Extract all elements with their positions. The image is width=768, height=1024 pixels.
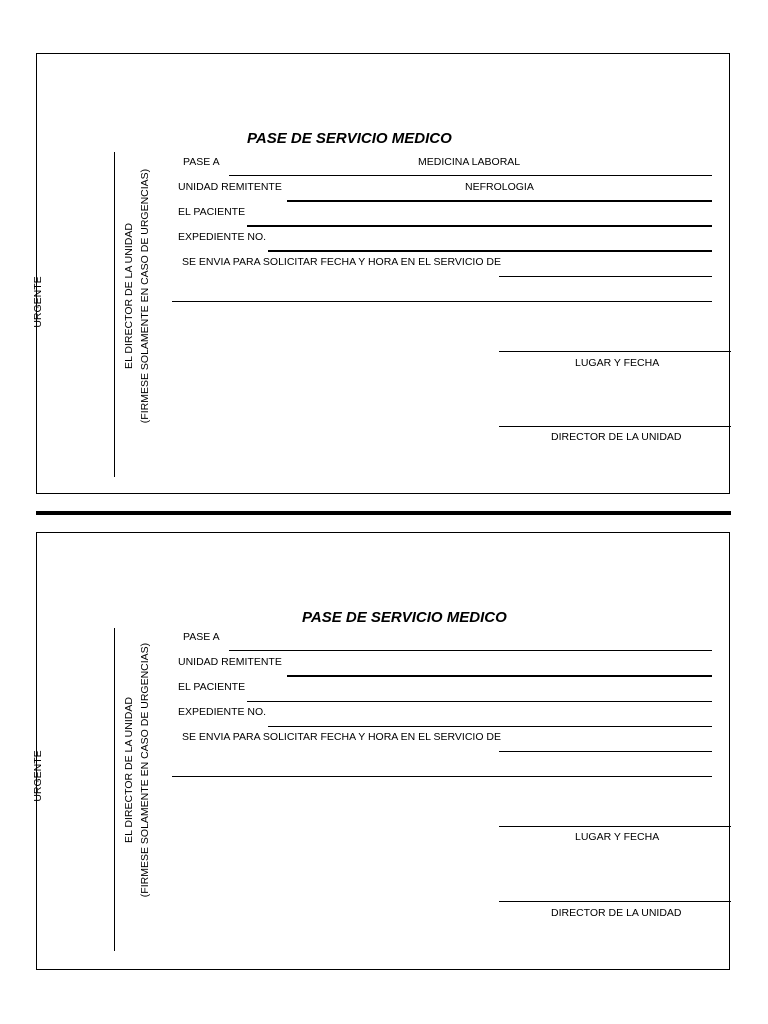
director-unidad-label: DIRECTOR DE LA UNIDAD bbox=[551, 431, 682, 443]
pase-a-line bbox=[229, 650, 712, 651]
lugar-fecha-label: LUGAR Y FECHA bbox=[575, 357, 660, 369]
unidad-remitente-label: UNIDAD REMITENTE bbox=[178, 656, 282, 668]
director-vertical-line2: (FIRMESE SOLAMENTE EN CASO DE URGENCIAS) bbox=[139, 642, 151, 898]
medical-pass-form-1 bbox=[32, 53, 730, 494]
expediente-label: EXPEDIENTE NO. bbox=[178, 706, 267, 718]
lugar-fecha-label: LUGAR Y FECHA bbox=[575, 831, 660, 843]
paciente-label: EL PACIENTE bbox=[178, 681, 246, 693]
unidad-remitente-line bbox=[287, 200, 712, 202]
expediente-line[interactable] bbox=[268, 726, 712, 727]
paciente-label: EL PACIENTE bbox=[178, 206, 246, 218]
form-title: PASE DE SERVICIO MEDICO bbox=[247, 130, 452, 147]
director-vertical-text bbox=[121, 643, 153, 897]
director-vertical-line1: EL DIRECTOR DE LA UNIDAD bbox=[123, 223, 135, 369]
director-unidad-line[interactable] bbox=[499, 426, 731, 427]
paciente-line[interactable] bbox=[247, 225, 712, 227]
servicio-label: SE ENVIA PARA SOLICITAR FECHA Y HORA EN EL SERVICIO DE bbox=[182, 256, 501, 268]
expediente-line[interactable] bbox=[268, 250, 712, 252]
servicio-label: SE ENVIA PARA SOLICITAR FECHA Y HORA EN EL SERVICIO DE bbox=[182, 731, 501, 743]
director-vertical-text bbox=[121, 169, 153, 423]
expediente-label: EXPEDIENTE NO. bbox=[178, 231, 267, 243]
pase-a-label: PASE A bbox=[183, 156, 220, 168]
pase-a-value[interactable]: MEDICINA LABORAL bbox=[418, 156, 521, 168]
paciente-line[interactable] bbox=[247, 701, 712, 702]
form-title: PASE DE SERVICIO MEDICO bbox=[302, 609, 507, 626]
lugar-fecha-line[interactable] bbox=[499, 351, 731, 352]
unidad-remitente-line bbox=[287, 675, 712, 677]
servicio-line-2[interactable] bbox=[172, 301, 712, 302]
director-signature-line bbox=[114, 152, 115, 477]
director-signature-line bbox=[114, 628, 115, 951]
unidad-remitente-value[interactable]: NEFROLOGIA bbox=[465, 181, 534, 193]
medical-pass-form-2 bbox=[32, 532, 730, 970]
servicio-line-2[interactable] bbox=[172, 776, 712, 777]
servicio-line[interactable] bbox=[499, 751, 712, 752]
page-divider bbox=[36, 511, 731, 515]
urgente-text: URGENTE bbox=[32, 750, 44, 802]
director-unidad-line[interactable] bbox=[499, 901, 731, 902]
pase-a-line bbox=[229, 175, 712, 176]
director-vertical-line1: EL DIRECTOR DE LA UNIDAD bbox=[123, 697, 135, 843]
lugar-fecha-line[interactable] bbox=[499, 826, 731, 827]
urgente-text: URGENTE bbox=[32, 276, 44, 328]
pase-a-label: PASE A bbox=[183, 631, 220, 643]
servicio-line[interactable] bbox=[499, 276, 712, 277]
unidad-remitente-label: UNIDAD REMITENTE bbox=[178, 181, 282, 193]
director-unidad-label: DIRECTOR DE LA UNIDAD bbox=[551, 907, 682, 919]
director-vertical-line2: (FIRMESE SOLAMENTE EN CASO DE URGENCIAS) bbox=[139, 168, 151, 424]
